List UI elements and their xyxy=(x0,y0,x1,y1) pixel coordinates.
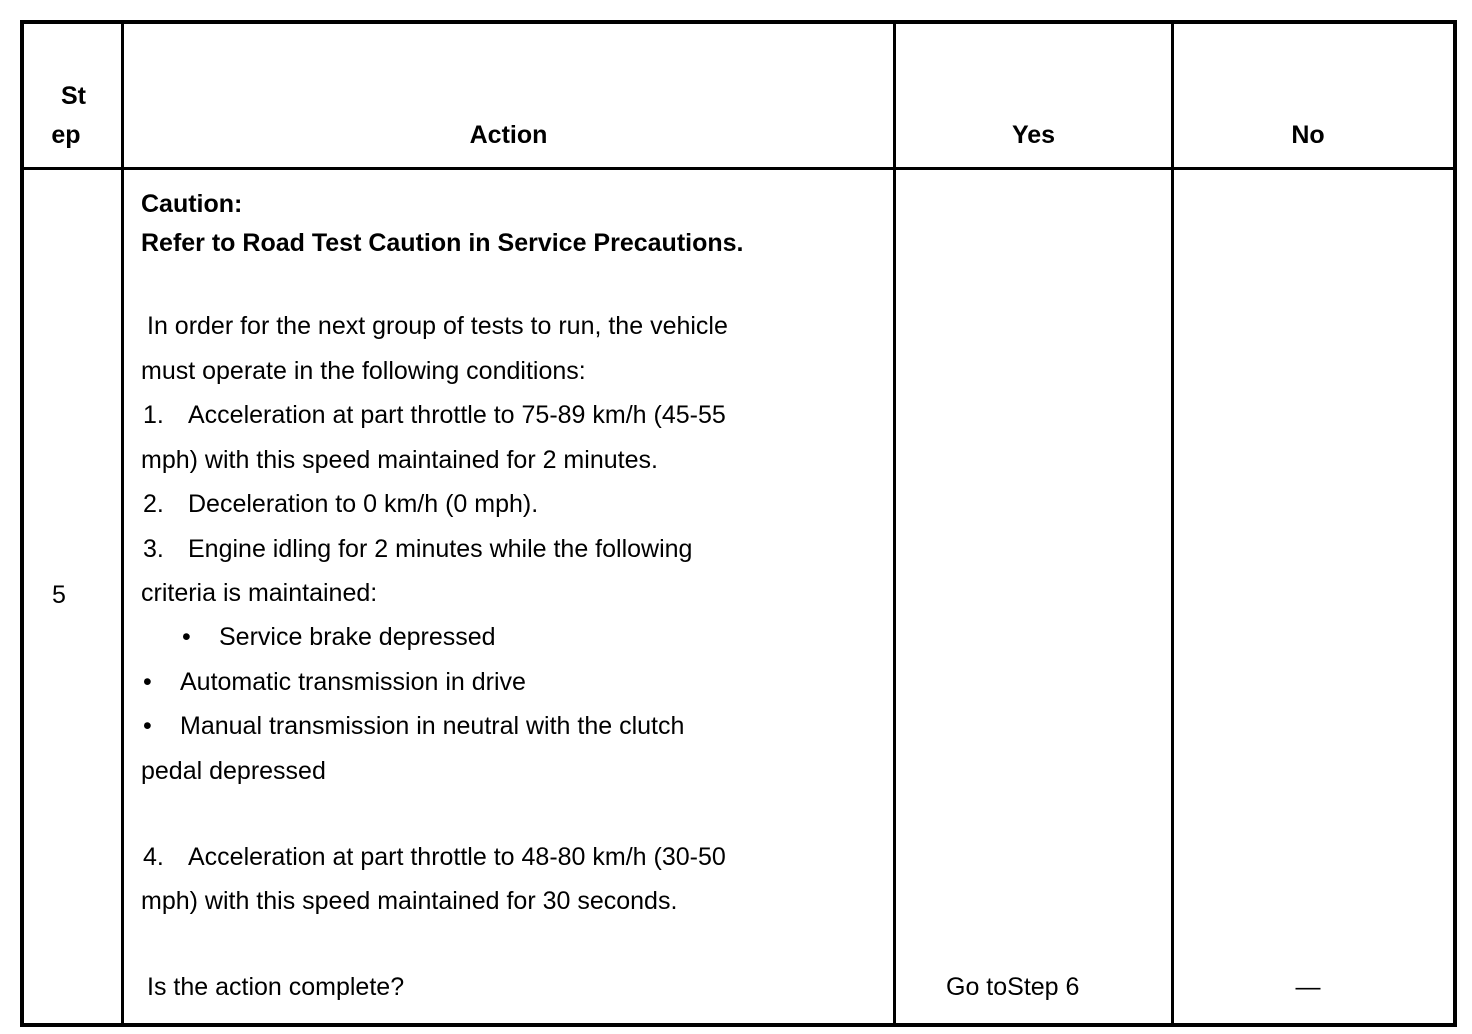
bullet-3-line-1: Manual transmission in neutral with the clutch xyxy=(180,712,685,740)
item-4-number: 4. xyxy=(143,843,164,871)
item-4-line-1: Acceleration at part throttle to 48-80 km/h (30-50 xyxy=(188,843,726,871)
item-2-line-1: Deceleration to 0 km/h (0 mph). xyxy=(188,490,539,518)
item-4-line-2: mph) with this speed maintained for 30 seconds. xyxy=(141,887,678,915)
item-2-number: 2. xyxy=(143,490,164,518)
column-divider-action xyxy=(893,22,896,1026)
column-divider-yes xyxy=(1171,22,1174,1026)
item-1-number: 1. xyxy=(143,401,164,429)
action-question: Is the action complete? xyxy=(147,973,405,1001)
bullet-2-symbol: • xyxy=(143,668,152,696)
no-result: — xyxy=(1295,973,1321,1001)
table-border xyxy=(20,20,1457,1027)
item-1-line-2: mph) with this speed maintained for 2 minutes. xyxy=(141,446,658,474)
intro-line-1: In order for the next group of tests to run, the vehicle xyxy=(147,312,728,340)
header-no: No xyxy=(1291,121,1325,149)
bullet-3-symbol: • xyxy=(143,712,152,740)
bullet-2-text: Automatic transmission in drive xyxy=(180,668,526,696)
caution-reference: Service Precautions. xyxy=(497,229,744,257)
item-3-number: 3. xyxy=(143,535,164,563)
caution-text xyxy=(141,228,743,258)
yes-result: Go toStep 6 xyxy=(946,973,1080,1001)
item-1-line-1: Acceleration at part throttle to 75-89 km/h (45-55 xyxy=(188,401,726,429)
header-action: Action xyxy=(469,121,548,149)
header-yes: Yes xyxy=(1011,121,1056,149)
item-3-line-2: criteria is maintained: xyxy=(141,579,378,607)
bullet-1-symbol: • xyxy=(182,623,191,651)
intro-line-2: must operate in the following conditions: xyxy=(141,357,586,385)
column-divider-step xyxy=(121,22,124,1026)
header-step-line2: ep xyxy=(51,121,81,149)
header-step-line1: St xyxy=(61,82,86,110)
caution-text-part-a: Refer to Road Test Caution in xyxy=(141,229,491,257)
bullet-3-line-2: pedal depressed xyxy=(141,757,326,785)
header-divider xyxy=(22,167,1456,170)
item-3-line-1: Engine idling for 2 minutes while the following xyxy=(188,535,693,563)
caution-label: Caution: xyxy=(141,190,243,218)
bullet-1-text: Service brake depressed xyxy=(219,623,496,651)
step-number: 5 xyxy=(52,581,66,609)
